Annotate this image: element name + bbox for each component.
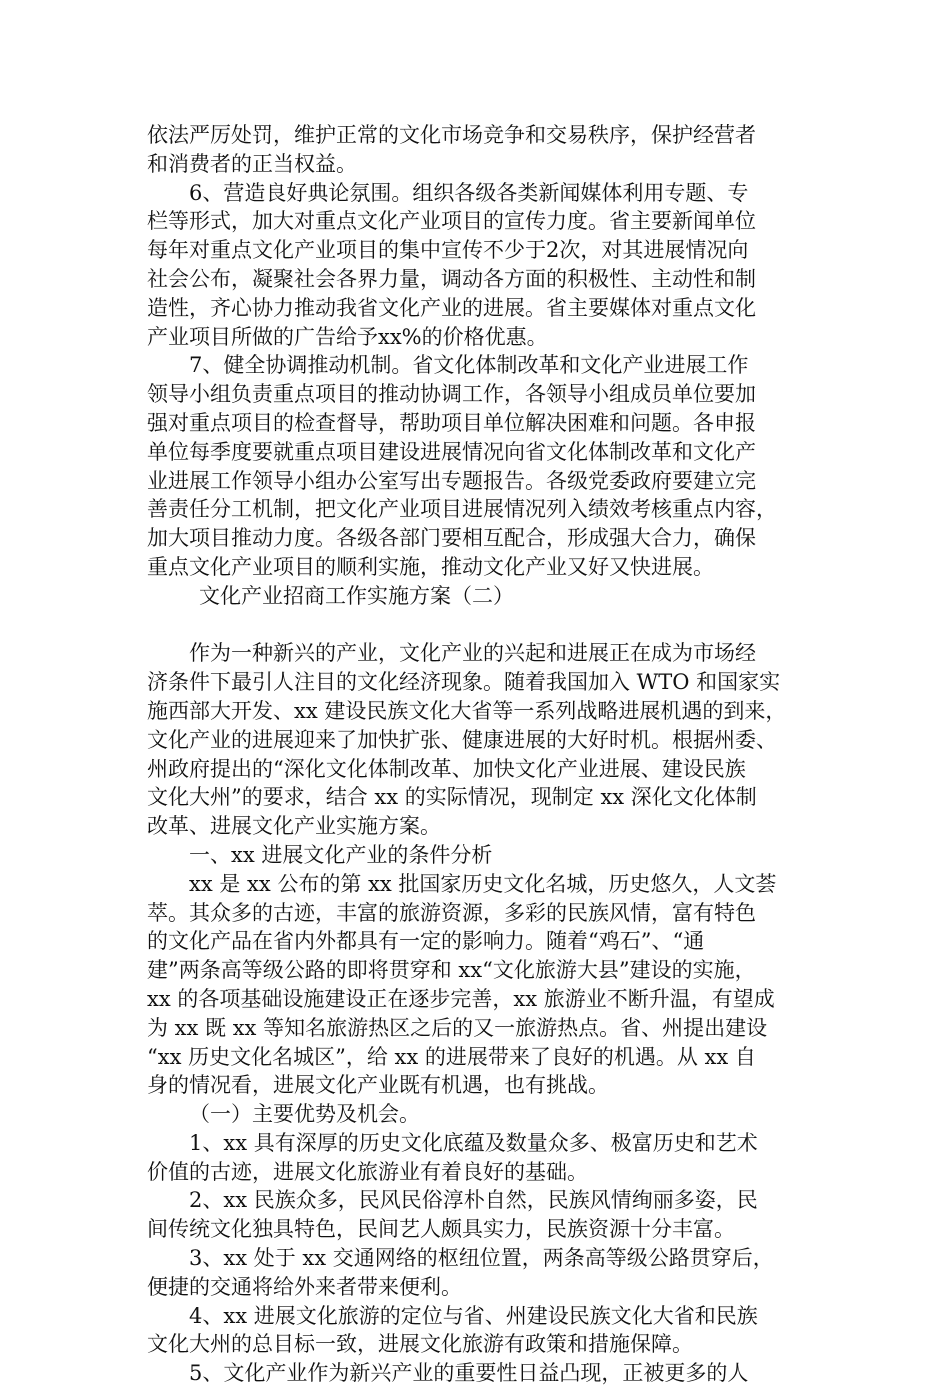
paragraph-line: 施西部大开发、xx 建设民族文化大省等一系列战略进展机遇的到来，	[147, 698, 787, 723]
paragraph-line: xx 是 xx 公布的第 xx 批国家历史文化名城，历史悠久，人文荟	[189, 871, 777, 896]
paragraph-line: 济条件下最引人注目的文化经济现象。随着我国加入 WTO 和国家实	[147, 670, 781, 695]
paragraph-line: 4、xx 进展文化旅游的定位与省、州建设民族文化大省和民族	[189, 1303, 758, 1328]
paragraph-line: 萃。其众多的古迹，丰富的旅游资源，多彩的民族风情，富有特色	[147, 900, 756, 925]
paragraph-line: （一）主要优势及机会。	[189, 1102, 420, 1127]
paragraph-line: 加大项目推动力度。各级各部门要相互配合，形成强大合力，确保	[147, 526, 756, 551]
paragraph-line: 善责任分工机制，把文化产业项目进展情况列入绩效考核重点内容，	[147, 497, 777, 522]
paragraph-line: 的文化产品在省内外都具有一定的影响力。随着“鸡石”、“通	[147, 929, 705, 954]
paragraph-line: 领导小组负责重点项目的推动协调工作，各领导小组成员单位要加	[147, 382, 756, 407]
section-heading: 文化产业招商工作实施方案（二）	[199, 583, 514, 608]
paragraph-line: 州政府提出的“深化文化体制改革、加快文化产业进展、建设民族	[147, 756, 746, 781]
paragraph-line: 作为一种新兴的产业，文化产业的兴起和进展正在成为市场经	[189, 641, 756, 666]
paragraph-line: 单位每季度要就重点项目建设进展情况向省文化体制改革和文化产	[147, 439, 756, 464]
paragraph-line: 文化大州”的要求，结合 xx 的实际情况，现制定 xx 深化文化体制	[147, 785, 757, 810]
paragraph-line: 栏等形式，加大对重点文化产业项目的宣传力度。省主要新闻单位	[147, 209, 756, 234]
paragraph-line: 5、文化产业作为新兴产业的重要性日益凸现，正被更多的人	[189, 1361, 749, 1386]
paragraph-line: 和消费者的正当权益。	[147, 151, 357, 176]
paragraph-line: 建”两条高等级公路的即将贯穿和 xx“文化旅游大县”建设的实施，	[147, 958, 756, 983]
paragraph-line: 3、xx 处于 xx 交通网络的枢纽位置，两条高等级公路贯穿后，	[189, 1246, 774, 1271]
paragraph-line: 便捷的交通将给外来者带来便利。	[147, 1274, 462, 1299]
paragraph-line: 1、xx 具有深厚的历史文化底蕴及数量众多、极富历史和艺术	[189, 1130, 758, 1155]
paragraph-line: 社会公布，凝聚社会各界力量，调动各方面的积极性、主动性和制	[147, 266, 756, 291]
paragraph-line: 改革、进展文化产业实施方案。	[147, 814, 441, 839]
paragraph-line: xx 的各项基础设施建设正在逐步完善，xx 旅游业不断升温，有望成	[147, 986, 775, 1011]
paragraph-line: 2、xx 民族众多，民风民俗淳朴自然，民族风情绚丽多姿，民	[189, 1188, 758, 1213]
paragraph-line: 为 xx 既 xx 等知名旅游热区之后的又一旅游热点。省、州提出建设	[147, 1015, 768, 1040]
paragraph-line: 身的情况看，进展文化产业既有机遇，也有挑战。	[147, 1073, 609, 1098]
paragraph-line: 文化产业的进展迎来了加快扩张、健康进展的大好时机。根据州委、	[147, 727, 777, 752]
paragraph-line: “xx 历史文化名城区”，给 xx 的进展带来了良好的机遇。从 xx 自	[147, 1044, 756, 1069]
document-body	[147, 121, 819, 1388]
paragraph-line: 造性，齐心协力推动我省文化产业的进展。省主要媒体对重点文化	[147, 295, 756, 320]
blank-line	[147, 611, 819, 640]
paragraph-line: 强对重点项目的检查督导，帮助项目单位解决困难和问题。各申报	[147, 410, 756, 435]
paragraph-line: 业进展工作领导小组办公室写出专题报告。各级党委政府要建立完	[147, 468, 756, 493]
paragraph-line: 6、营造良好典论氛围。组织各级各类新闻媒体利用专题、专	[189, 180, 749, 205]
paragraph-line: 一、xx 进展文化产业的条件分析	[189, 842, 493, 867]
paragraph-line: 文化大州的总目标一致，进展文化旅游有政策和措施保障。	[147, 1332, 693, 1357]
paragraph-line: 重点文化产业项目的顺利实施，推动文化产业又好又快进展。	[147, 554, 714, 579]
paragraph-line: 每年对重点文化产业项目的集中宣传不少于2次，对其进展情况向	[147, 238, 749, 263]
paragraph-line: 价值的古迹，进展文化旅游业有着良好的基础。	[147, 1159, 588, 1184]
paragraph-line: 产业项目所做的广告给予xx%的价格优惠。	[147, 324, 548, 349]
paragraph-line: 依法严厉处罚，维护正常的文化市场竞争和交易秩序，保护经营者	[147, 123, 756, 147]
paragraph-line: 7、健全协调推动机制。省文化体制改革和文化产业进展工作	[189, 353, 749, 378]
paragraph-line: 间传统文化独具特色，民间艺人颇具实力，民族资源十分丰富。	[147, 1217, 735, 1242]
